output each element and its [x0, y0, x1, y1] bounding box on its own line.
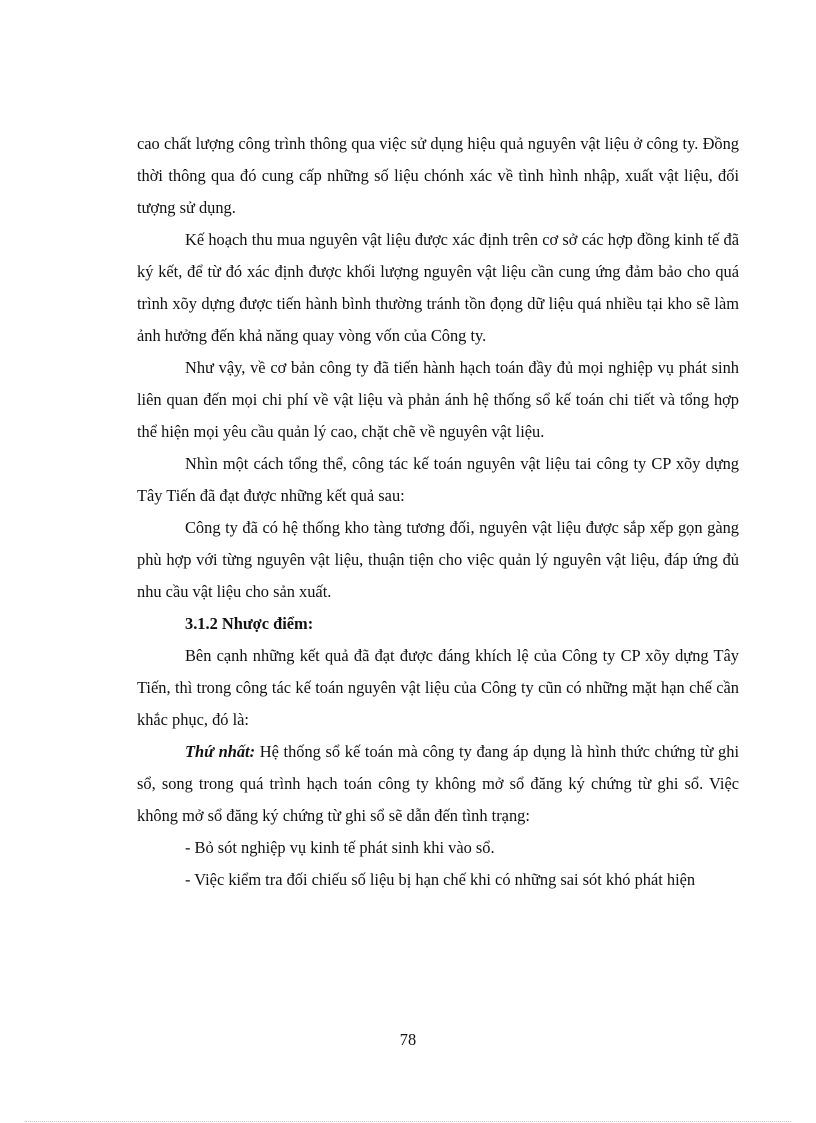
bullet-item-2: - Việc kiểm tra đối chiếu số liệu bị hạn chế khi có những sai sót khó phát hiện [185, 870, 696, 889]
first-point-paragraph [137, 736, 739, 832]
paragraph-3: Như vậy, về cơ bản công ty đã tiến hành hạch toán đầy đủ mọi nghiệp vụ phát sinh liên quan đến mọi chi phí về vật liệu và phản ánh hệ thống sổ kế toán chi tiết và tổng hợp thể hiện mọi yêu cầu quản lý cao, chặt chẽ về nguyên vật liệu. [137, 358, 739, 441]
paragraph-6: Bên cạnh những kết quả đã đạt được đáng khích lệ của Công ty CP xõy dựng Tây Tiến, thì trong công tác kế toán nguyên vật liệu của Công ty cũn có những mặt hạn chế cần khắc phục, đó là: [137, 646, 739, 729]
paragraph-5: Công ty đã có hệ thống kho tàng tương đối, nguyên vật liệu được sắp xếp gọn gàng phù hợp với từng nguyên vật liệu, thuận tiện cho việc quản lý nguyên vật liệu, đáp ứng đủ nhu cầu vật liệu cho sản xuất. [137, 518, 739, 601]
bullet-item-1: - Bỏ sót nghiệp vụ kinh tế phát sinh khi vào sổ. [185, 838, 495, 857]
section-heading: 3.1.2 Nhược điểm: [185, 614, 314, 633]
page-number: 78 [399, 1030, 417, 1049]
first-point-lead: Thứ nhất: [185, 742, 256, 761]
bottom-dotted-rule [25, 1121, 791, 1122]
paragraph-2: Kế hoạch thu mua nguyên vật liệu được xác định trên cơ sở các hợp đồng kinh tế đã ký kết, để từ đó xác định được khối lượng nguyên vật liệu cần cung ứng đảm bảo cho quá trình xõy dựng được tiến hành bình thường tránh tồn đọng dữ liệu quá nhiều tại kho sẽ làm ảnh hưởng đến khả năng quay vòng vốn của Công ty. [137, 230, 739, 345]
first-point-text: Hệ thống sổ kế toán mà công ty đang áp dụng là hình thức chứng từ ghi sổ, song trong quá trình hạch toán công ty không mở sổ đăng ký chứng từ ghi sổ. Việc không mở sổ đăng ký chứng từ ghi sổ sẽ dẫn đến tình trạng: [137, 742, 739, 825]
paragraph-4: Nhìn một cách tổng thể, công tác kế toán nguyên vật liệu tai công ty CP xõy dựng Tây Tiến đã đạt được những kết quả sau: [137, 454, 739, 505]
body-text [137, 128, 739, 896]
paragraph-1: cao chất lượng công trình thông qua việc sử dụng hiệu quả nguyên vật liệu ở công ty. Đồng thời thông qua đó cung cấp những số liệu chónh xác về tình hình nhập, xuất vật liệu, đối tượng sử dụng. [137, 134, 739, 217]
